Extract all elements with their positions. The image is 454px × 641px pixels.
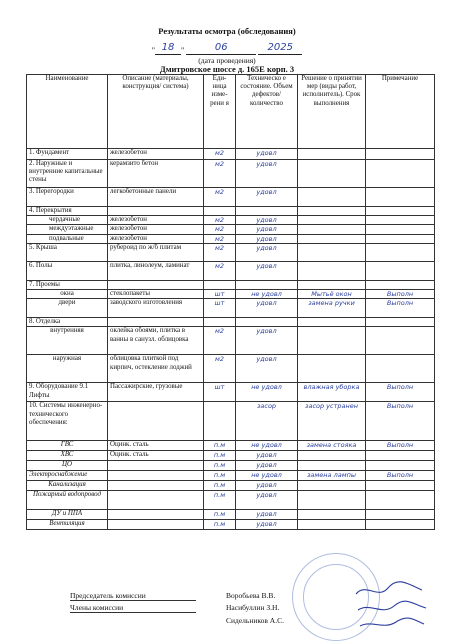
row-note — [366, 207, 435, 216]
row-note — [366, 243, 435, 261]
table-row — [27, 160, 435, 188]
row-state: удовл — [236, 261, 298, 280]
table-row — [27, 441, 435, 450]
row-state: удовл — [236, 188, 298, 207]
row-unit: м2 — [204, 234, 236, 243]
row-state: удовл — [236, 327, 298, 355]
row-decision — [298, 519, 366, 529]
row-note — [366, 261, 435, 280]
row-state: удовл — [236, 216, 298, 225]
row-name: 2. Наружные и внутренние капитальные стены — [27, 160, 108, 188]
row-unit — [204, 318, 236, 327]
row-decision: замена лампы — [298, 470, 366, 480]
table-row — [27, 490, 435, 509]
table-row — [27, 470, 435, 480]
row-description — [108, 402, 204, 441]
row-unit: м2 — [204, 355, 236, 383]
row-note — [366, 450, 435, 460]
row-description: заводского изготовления — [108, 299, 204, 318]
inspection-date — [0, 44, 454, 55]
row-description: стеклопакеты — [108, 290, 204, 299]
row-note — [366, 519, 435, 529]
row-name: чердачные — [27, 216, 108, 225]
row-unit — [204, 402, 236, 441]
row-note: Выполн — [366, 402, 435, 441]
col-header-decision: Решение о принятии мер (виды работ, исполнитель). Срок выполнения — [298, 75, 366, 149]
row-description: оклейка обоями, плитка в ванны в санузл. облицовка — [108, 327, 204, 355]
row-note — [366, 234, 435, 243]
row-name: 3. Перегородки — [27, 188, 108, 207]
member1-sign-line — [70, 612, 196, 613]
row-state: удовл — [236, 355, 298, 383]
row-description: железобетон — [108, 225, 204, 234]
row-name: ХВС — [27, 450, 108, 460]
row-note — [366, 480, 435, 490]
row-name: 10. Системы инженерно-технического обеспечения: — [27, 402, 108, 441]
row-unit: п.м — [204, 519, 236, 529]
row-note — [366, 188, 435, 207]
inspection-table — [26, 74, 435, 530]
table-row — [27, 290, 435, 299]
row-decision — [298, 207, 366, 216]
row-unit: п.м — [204, 490, 236, 509]
row-decision — [298, 261, 366, 280]
row-state: удовл — [236, 243, 298, 261]
row-state: не удовл — [236, 383, 298, 402]
table-row — [27, 327, 435, 355]
row-decision — [298, 355, 366, 383]
row-unit: п.м — [204, 460, 236, 470]
row-description: керамзито бетон — [108, 160, 204, 188]
row-unit — [204, 207, 236, 216]
table-row — [27, 243, 435, 261]
row-decision — [298, 480, 366, 490]
row-decision: замена ручки — [298, 299, 366, 318]
date-quote-open: " — [151, 46, 155, 55]
row-name: 7. Проемы — [27, 280, 108, 289]
row-decision — [298, 460, 366, 470]
row-decision: влажная уборка — [298, 383, 366, 402]
row-name: междуэтажные — [27, 225, 108, 234]
row-name: Электроснабжение — [27, 470, 108, 480]
row-description — [108, 207, 204, 216]
row-unit: м2 — [204, 188, 236, 207]
col-header-note: Примечание — [366, 75, 435, 149]
row-description: Оцинк. сталь — [108, 441, 204, 450]
row-state: удовл — [236, 460, 298, 470]
row-description — [108, 480, 204, 490]
table-row — [27, 519, 435, 529]
row-state: удовл — [236, 490, 298, 509]
row-name: окна — [27, 290, 108, 299]
row-decision — [298, 450, 366, 460]
row-name: двери — [27, 299, 108, 318]
row-name: 5. Крыша — [27, 243, 108, 261]
row-description — [108, 519, 204, 529]
row-description — [108, 460, 204, 470]
building-address: Дмитровское шоссе д. 165Е корп. 3 — [159, 64, 295, 74]
row-state: удовл — [236, 450, 298, 460]
row-decision — [298, 243, 366, 261]
row-note — [366, 149, 435, 160]
table-row — [27, 355, 435, 383]
table-row — [27, 402, 435, 441]
row-state: удовл — [236, 225, 298, 234]
row-description — [108, 318, 204, 327]
date-month-blank — [186, 44, 256, 55]
row-state: не удовл — [236, 290, 298, 299]
row-unit: шт — [204, 299, 236, 318]
row-decision — [298, 188, 366, 207]
row-unit: м2 — [204, 225, 236, 234]
row-note — [366, 327, 435, 355]
row-name: ГВС — [27, 441, 108, 450]
row-decision: Мытьё окон — [298, 290, 366, 299]
row-description — [108, 280, 204, 289]
date-quote-close: " — [181, 46, 185, 55]
row-unit: м2 — [204, 327, 236, 355]
row-state: не удовл — [236, 441, 298, 450]
row-note: Выполн — [366, 383, 435, 402]
row-description: плитка, линолеум, ламинат — [108, 261, 204, 280]
table-row — [27, 460, 435, 470]
row-note: Выполн — [366, 441, 435, 450]
row-description: Оцинк. сталь — [108, 450, 204, 460]
row-note — [366, 225, 435, 234]
row-description: легкобетонные панели — [108, 188, 204, 207]
row-decision: засор устранен — [298, 402, 366, 441]
date-year: 2025 — [267, 42, 293, 53]
table-body — [27, 149, 435, 530]
row-description: железобетон — [108, 216, 204, 225]
table-row — [27, 225, 435, 234]
row-unit: п.м — [204, 441, 236, 450]
row-name: ДУ и ППА — [27, 509, 108, 519]
row-decision — [298, 216, 366, 225]
table-row — [27, 450, 435, 460]
row-state: удовл — [236, 480, 298, 490]
row-name: наружная — [27, 355, 108, 383]
row-decision: замена стояка — [298, 441, 366, 450]
header-row — [27, 75, 435, 149]
row-state: удовл — [236, 509, 298, 519]
row-name: 4. Перекрытия — [27, 207, 108, 216]
table-row — [27, 299, 435, 318]
row-note: Выполн — [366, 290, 435, 299]
row-unit: м2 — [204, 216, 236, 225]
table-row — [27, 149, 435, 160]
row-name: Канализация — [27, 480, 108, 490]
col-header-description: Описание (материалы, конструкция/ система) — [108, 75, 204, 149]
table-row — [27, 261, 435, 280]
row-state: удовл — [236, 299, 298, 318]
member1-name: Насибуллин З.Н. — [226, 603, 280, 612]
row-name: внутренняя — [27, 327, 108, 355]
row-description: Пассажирские, грузовые — [108, 383, 204, 402]
row-unit: п.м — [204, 480, 236, 490]
row-note: Выполн — [366, 470, 435, 480]
table-row — [27, 216, 435, 225]
row-name: ЦО — [27, 460, 108, 470]
row-description: железобетон — [108, 149, 204, 160]
row-description: рубероид по ж/б плитам — [108, 243, 204, 261]
row-note — [366, 216, 435, 225]
row-note — [366, 318, 435, 327]
row-name: Пожарный водопровод — [27, 490, 108, 509]
row-note — [366, 280, 435, 289]
row-unit: м2 — [204, 261, 236, 280]
row-description — [108, 490, 204, 509]
row-decision — [298, 160, 366, 188]
row-name: подвальные — [27, 234, 108, 243]
row-unit: п.м — [204, 509, 236, 519]
table-row — [27, 480, 435, 490]
row-note — [366, 160, 435, 188]
row-decision — [298, 280, 366, 289]
member2-name: Сидельников А.С. — [226, 616, 284, 625]
handwritten-signatures — [352, 580, 432, 635]
row-state: не удовл — [236, 470, 298, 480]
row-state — [236, 318, 298, 327]
row-state — [236, 207, 298, 216]
row-unit: шт — [204, 383, 236, 402]
col-header-state: Техническо е состояние. Объем дефектов/ количество — [236, 75, 298, 149]
row-state: удовл — [236, 149, 298, 160]
row-unit: м2 — [204, 160, 236, 188]
date-year-blank — [258, 44, 302, 55]
table-row — [27, 318, 435, 327]
table-row — [27, 383, 435, 402]
row-state — [236, 280, 298, 289]
row-state: удовл — [236, 519, 298, 529]
table-row — [27, 207, 435, 216]
table-row — [27, 509, 435, 519]
row-unit: м2 — [204, 149, 236, 160]
col-header-unit: Еди-ница изме-рени я — [204, 75, 236, 149]
row-decision — [298, 225, 366, 234]
row-name: Вентиляция — [27, 519, 108, 529]
row-decision — [298, 490, 366, 509]
row-description — [108, 509, 204, 519]
row-unit: м2 — [204, 243, 236, 261]
row-unit: п.м — [204, 450, 236, 460]
col-header-name: Наименование — [27, 75, 108, 149]
row-decision — [298, 509, 366, 519]
row-unit — [204, 280, 236, 289]
row-description — [108, 470, 204, 480]
row-state: удовл — [236, 160, 298, 188]
table-row — [27, 188, 435, 207]
date-month: 06 — [214, 42, 228, 53]
row-note — [366, 509, 435, 519]
row-decision — [298, 234, 366, 243]
row-unit: шт — [204, 290, 236, 299]
row-name: 9. Оборудование 9.1 Лифты — [27, 383, 108, 402]
row-decision — [298, 327, 366, 355]
row-note — [366, 355, 435, 383]
row-decision — [298, 149, 366, 160]
table-row — [27, 280, 435, 289]
date-day: 18 — [161, 42, 175, 53]
row-note — [366, 490, 435, 509]
chair-name: Воробьева В.В. — [226, 591, 276, 600]
row-state: засор — [236, 402, 298, 441]
document-title: Результаты осмотра (обследования) — [158, 26, 296, 36]
date-day-blank — [155, 44, 181, 55]
row-description: облицовка плиткой под кирпич, остекление лоджий — [108, 355, 204, 383]
members-label: Члены комиссии — [70, 603, 124, 612]
row-name: 1. Фундамент — [27, 149, 108, 160]
table-row — [27, 234, 435, 243]
row-name: 6. Полы — [27, 261, 108, 280]
row-state: удовл — [236, 234, 298, 243]
row-description: железобетон — [108, 234, 204, 243]
chair-sign-line — [70, 600, 196, 601]
row-unit: п.м — [204, 470, 236, 480]
row-name: 8. Отделка — [27, 318, 108, 327]
row-note: Выполн — [366, 299, 435, 318]
row-decision — [298, 318, 366, 327]
row-note — [366, 460, 435, 470]
chair-label: Председатель комиссии — [70, 591, 146, 600]
date-caption: (дата проведения) — [198, 56, 256, 65]
